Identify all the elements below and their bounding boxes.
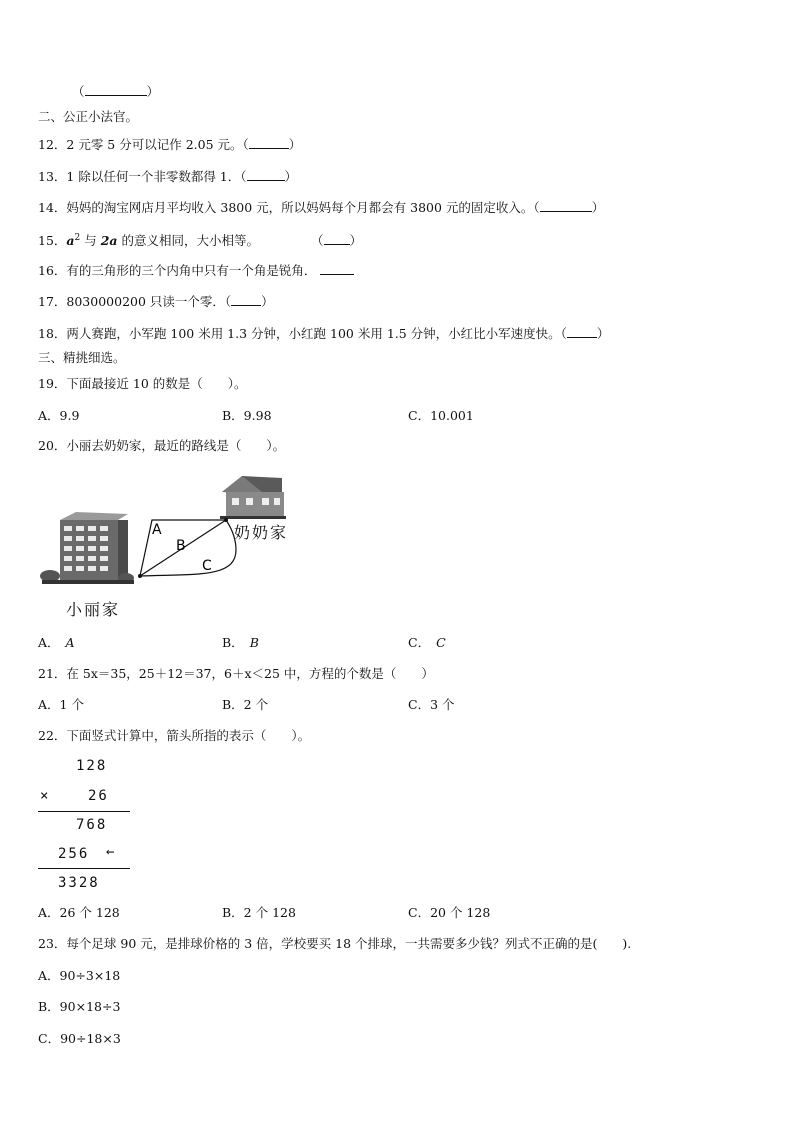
question-text: 8030000200 只读一个零．（ (66, 294, 232, 309)
question-number: 23． (38, 936, 67, 951)
question-number: 18． (38, 326, 67, 341)
answer-blank-line (72, 83, 159, 100)
option-b[interactable] (222, 635, 259, 651)
open-paren: （ (310, 233, 324, 249)
question-text: 与 (80, 233, 101, 249)
question-22 (38, 728, 310, 744)
partial-product-1: 768 (76, 817, 108, 833)
question-number: 19． (38, 376, 67, 391)
question-number: 17． (38, 294, 67, 309)
open-paren: （ (72, 84, 85, 99)
option-c[interactable] (408, 635, 446, 651)
question-23 (38, 936, 631, 952)
close-paren: ） (146, 84, 160, 99)
answer-blank[interactable] (85, 83, 147, 96)
option-a[interactable]: A．1 个 (38, 697, 84, 712)
question-16 (38, 262, 354, 279)
question-number: 15． (38, 233, 67, 249)
option-prefix: C． (408, 635, 431, 650)
question-14 (38, 199, 604, 216)
answer-blank[interactable] (324, 232, 350, 245)
question-text: 每个足球 90 元，是排球价格的 3 倍，学校要买 18 个排球，一共需要多少钱？列式不正确的是( ). (66, 936, 632, 951)
expr-exponent: 2 (74, 233, 81, 243)
option-b[interactable]: B．2 个 128 (222, 905, 296, 920)
route-b-label: B (176, 538, 186, 554)
option-value: A (65, 635, 75, 650)
question-15 (38, 230, 362, 249)
times-sign: × (40, 788, 51, 804)
option-prefix: B． (222, 635, 244, 650)
section-2-heading: 二、公正小法官。 (38, 109, 139, 124)
answer-blank[interactable] (540, 199, 592, 212)
question-number: 20． (38, 438, 67, 453)
option-a[interactable]: A．9.9 (38, 408, 80, 423)
question-21 (38, 666, 434, 682)
final-product: 3328 (58, 875, 100, 891)
question-text: 的意义相同，大小相等。 (117, 233, 259, 249)
question-number: 21． (38, 666, 67, 681)
question-number: 14． (38, 200, 67, 215)
question-text: 有的三角形的三个内角中只有一个角是锐角． (66, 263, 317, 278)
option-a[interactable] (38, 635, 75, 651)
question-number: 12． (38, 137, 67, 152)
multiplier: 26 (88, 788, 109, 804)
close-paren: ） (288, 137, 302, 152)
option-a[interactable]: A．26 个 128 (38, 905, 120, 920)
question-number: 22． (38, 728, 67, 743)
question-20 (38, 438, 285, 454)
option-b[interactable]: B．2 个 (222, 697, 269, 712)
route-a-label: A (152, 522, 162, 538)
option-a[interactable]: A．90÷3×18 (38, 968, 121, 983)
calc-divider (38, 868, 130, 869)
question-text: 妈妈的淘宝网店月平均收入 3800 元，所以妈妈每个月都会有 3800 元的固定收入。（ (66, 200, 540, 215)
question-18 (38, 325, 609, 342)
multiplicand: 128 (76, 758, 108, 774)
option-c[interactable]: C．10.001 (408, 408, 474, 423)
answer-blank[interactable] (320, 262, 354, 275)
question-17 (38, 293, 274, 310)
option-c[interactable]: C．20 个 128 (408, 905, 491, 920)
apartment-building-icon (40, 512, 134, 584)
question-text: 1 除以任何一个非零数都得 1．（ (66, 169, 247, 184)
question-19 (38, 376, 247, 392)
section-3-heading: 三、精挑细选。 (38, 350, 126, 365)
close-paren: ） (591, 200, 605, 215)
answer-blank[interactable] (567, 325, 597, 338)
question-text: 下面最接近 10 的数是（ ）。 (66, 376, 247, 391)
question-text: 下面竖式计算中，箭头所指的表示（ ）。 (66, 728, 311, 743)
option-b[interactable]: B．9.98 (222, 408, 272, 423)
close-paren: ） (349, 233, 363, 249)
expr-2a: 2a (100, 233, 118, 249)
close-paren: ） (596, 326, 610, 341)
house-icon (220, 476, 286, 519)
partial-product-2: 256 (58, 846, 90, 862)
question-text: 在 5x＝35，25＋12＝37，6＋x＜25 中，方程的个数是（ ） (66, 666, 434, 681)
question-text: 小丽去奶奶家，最近的路线是（ ）。 (66, 438, 286, 453)
grandma-home-label: 奶奶家 (234, 523, 289, 542)
expr-a: a (66, 233, 75, 249)
question-number: 16． (38, 263, 67, 278)
arrow-icon: ← (106, 844, 117, 860)
route-c-label: C (202, 558, 212, 574)
answer-blank[interactable] (249, 136, 289, 149)
option-value: C (436, 635, 446, 650)
option-c[interactable]: C．90÷18×3 (38, 1031, 121, 1046)
option-prefix: A． (38, 635, 60, 650)
option-c[interactable]: C．3 个 (408, 697, 455, 712)
question-13 (38, 168, 297, 185)
xiaoli-home-label: 小丽家 (66, 600, 121, 619)
question-number: 13． (38, 169, 67, 184)
question-text: 2 元零 5 分可以记作 2.05 元。（ (66, 137, 249, 152)
option-value: B (249, 635, 259, 650)
answer-blank[interactable] (231, 293, 261, 306)
question-12 (38, 136, 301, 153)
close-paren: ） (284, 169, 298, 184)
question-text: 两人赛跑，小军跑 100 米用 1.3 分钟，小红跑 100 米用 1.5 分钟，小红比小军速度快。（ (66, 326, 567, 341)
calc-divider (38, 811, 130, 812)
answer-blank[interactable] (247, 168, 285, 181)
option-b[interactable]: B．90×18÷3 (38, 999, 121, 1014)
close-paren: ） (261, 294, 274, 309)
